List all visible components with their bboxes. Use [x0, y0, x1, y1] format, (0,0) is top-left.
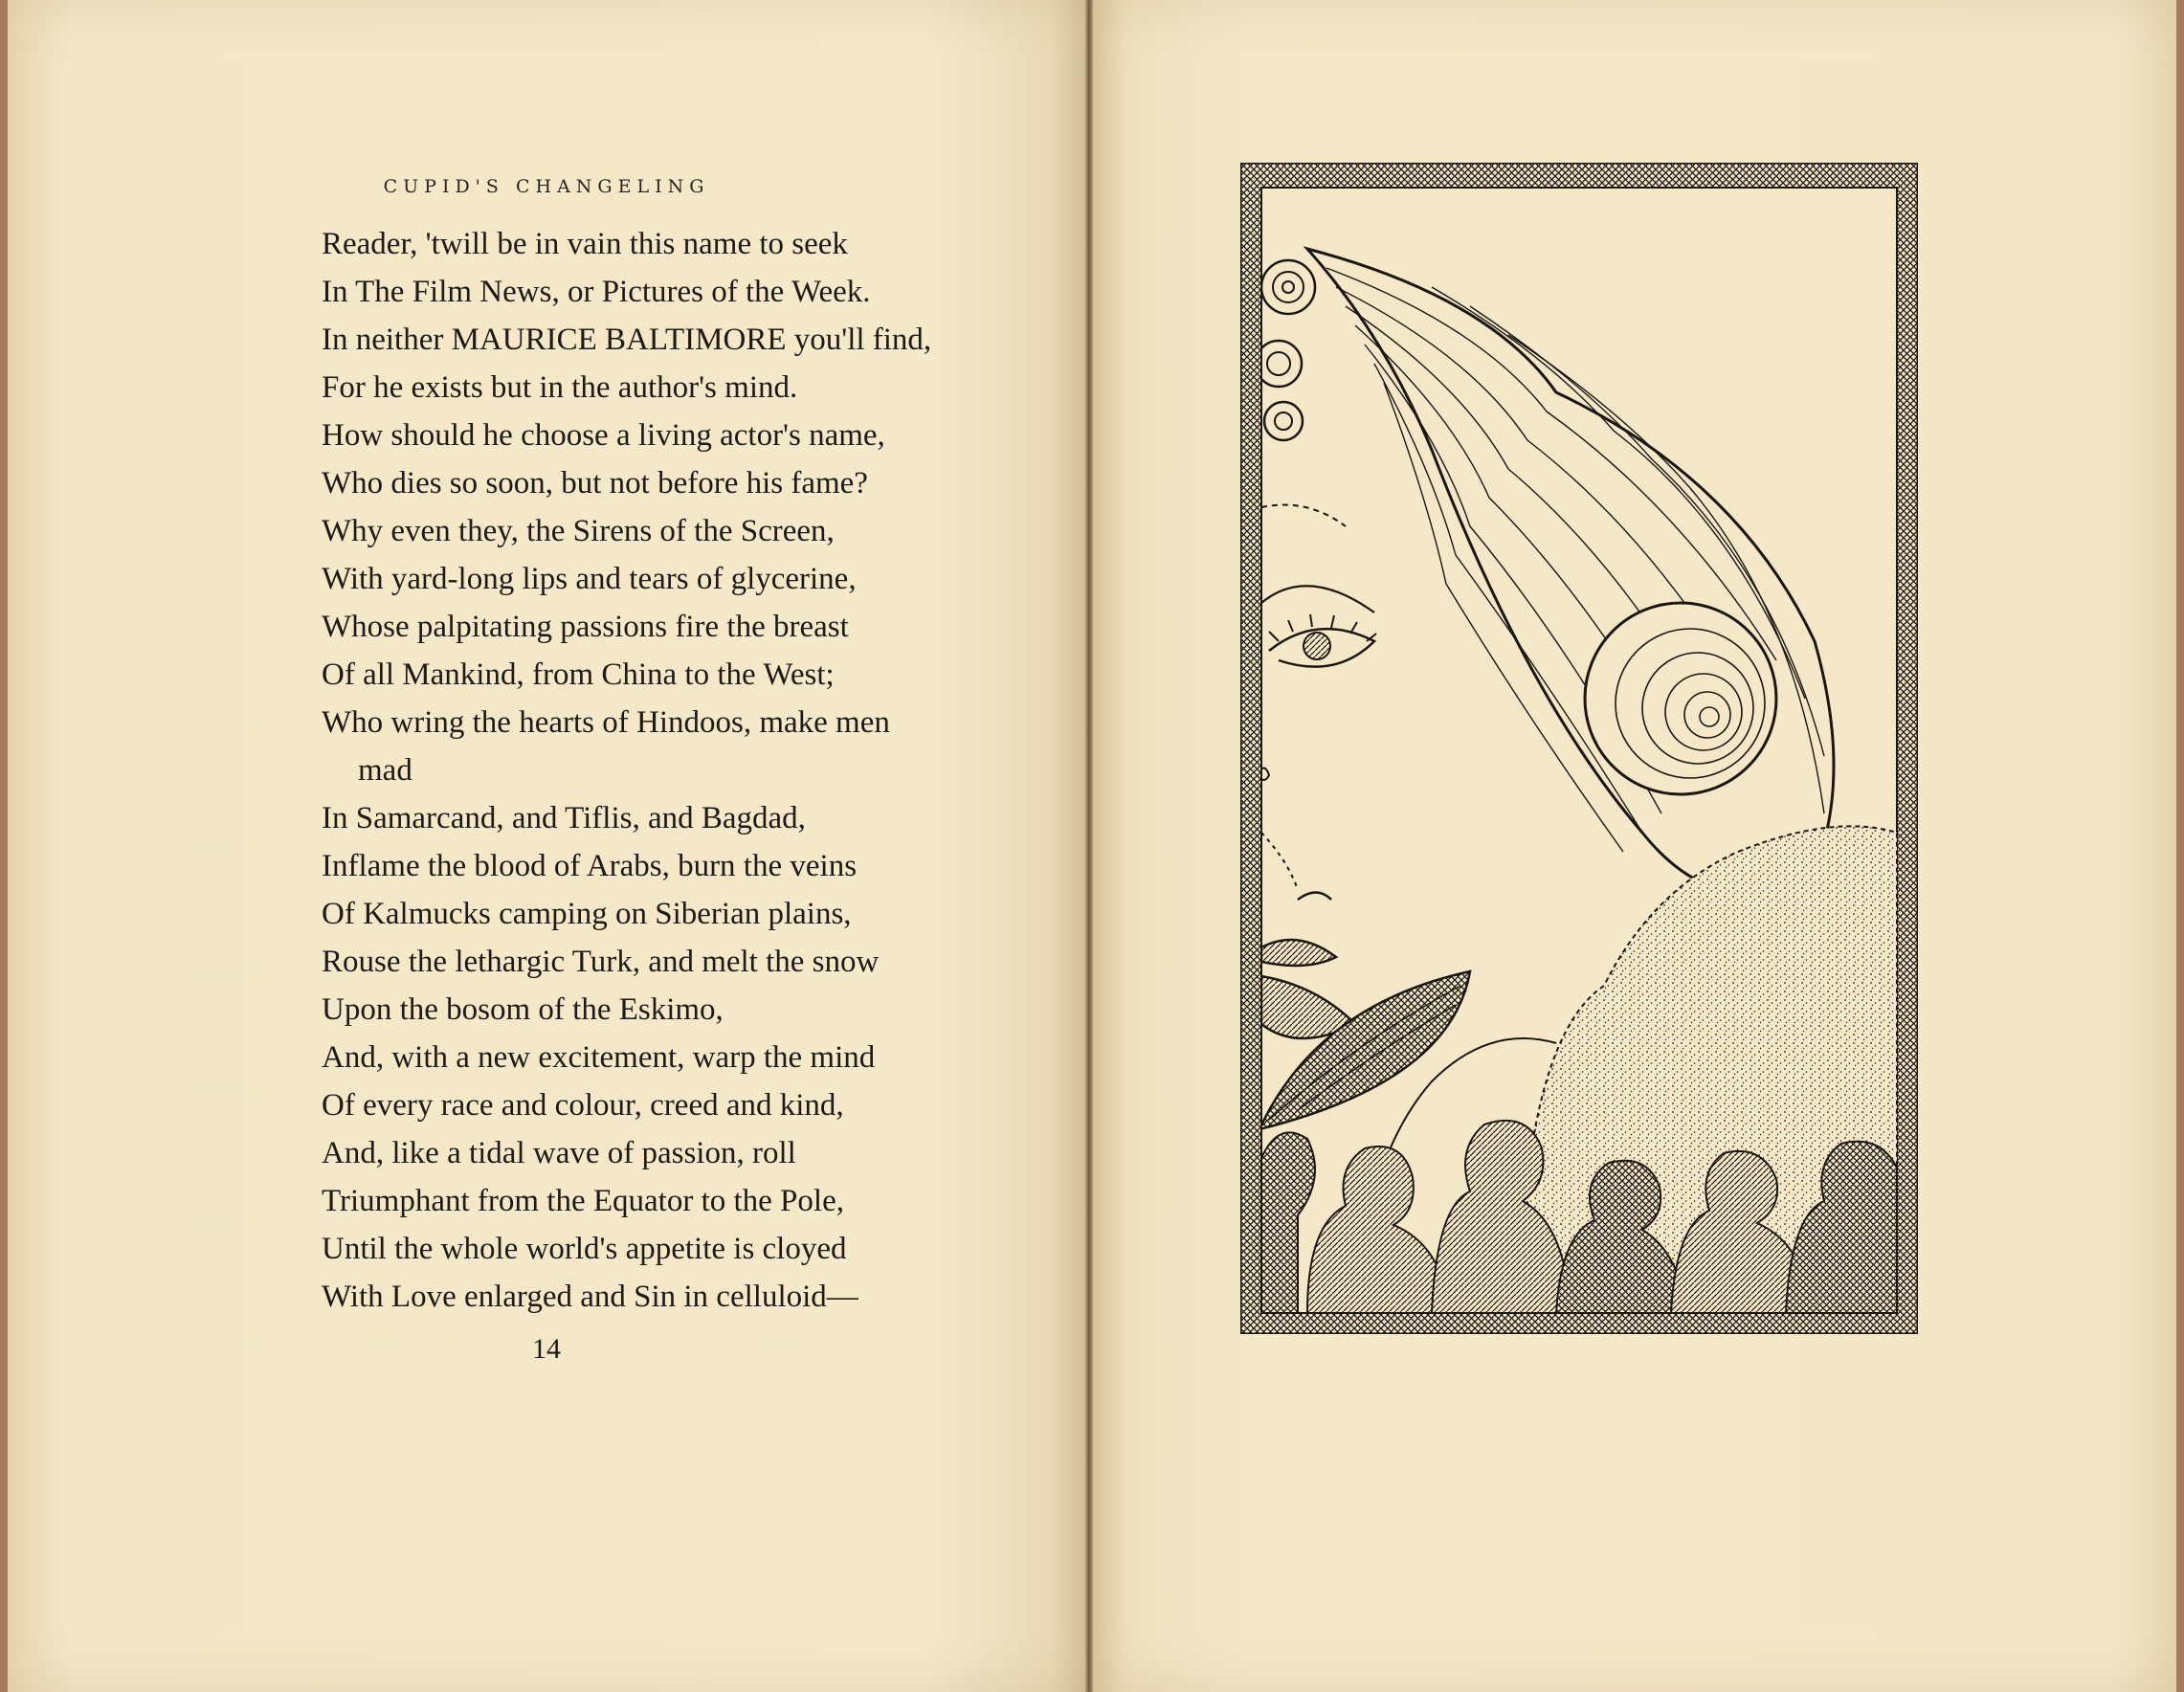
poem-line: Of every race and colour, creed and kind,	[322, 1088, 844, 1123]
poem-line: Inflame the blood of Arabs, burn the veins	[322, 849, 858, 883]
poem-line: In The Film News, or Pictures of the Week.	[322, 275, 871, 309]
poem-line: In Samarcand, and Tiflis, and Bagdad,	[322, 801, 806, 835]
poem-line: Of Kalmucks camping on Siberian plains,	[322, 897, 852, 931]
poem-line: And, like a tidal wave of passion, roll	[322, 1136, 796, 1170]
poem-line: Why even they, the Sirens of the Screen,	[322, 514, 835, 548]
poem-text	[322, 220, 1068, 1321]
book-gutter	[1085, 0, 1093, 1692]
poem-line: Who wring the hearts of Hindoos, make men	[322, 705, 890, 740]
running-head: CUPID'S CHANGELING	[383, 176, 710, 197]
poem-line: With yard-long lips and tears of glycerine,	[322, 562, 857, 596]
poem-line: With Love enlarged and Sin in celluloid—	[322, 1280, 858, 1314]
poem-line: In neither MAURICE BALTIMORE you'll find,	[322, 323, 932, 357]
poem-line: Rouse the lethargic Turk, and melt the snow	[322, 945, 880, 979]
poem-line: And, with a new excitement, warp the mind	[322, 1040, 876, 1075]
illustration-engraving	[1240, 163, 1918, 1334]
poem-line: Whose palpitating passions fire the breast	[322, 610, 849, 644]
poem-line: How should he choose a living actor's name,	[322, 418, 885, 453]
poem-line: Reader, 'twill be in vain this name to seek	[322, 227, 848, 261]
left-page	[8, 0, 1085, 1692]
poem-line: Upon the bosom of the Eskimo,	[322, 992, 724, 1027]
poem-line: mad	[358, 753, 412, 788]
poem-line: Until the whole world's appetite is cloyed	[322, 1232, 847, 1266]
poem-line: Triumphant from the Equator to the Pole,	[322, 1184, 844, 1218]
poem-line: Who dies so soon, but not before his fame?	[322, 466, 868, 501]
page-number: 14	[532, 1333, 561, 1365]
poem-line: For he exists but in the author's mind.	[322, 370, 798, 405]
poem-line: Of all Mankind, from China to the West;	[322, 657, 835, 692]
